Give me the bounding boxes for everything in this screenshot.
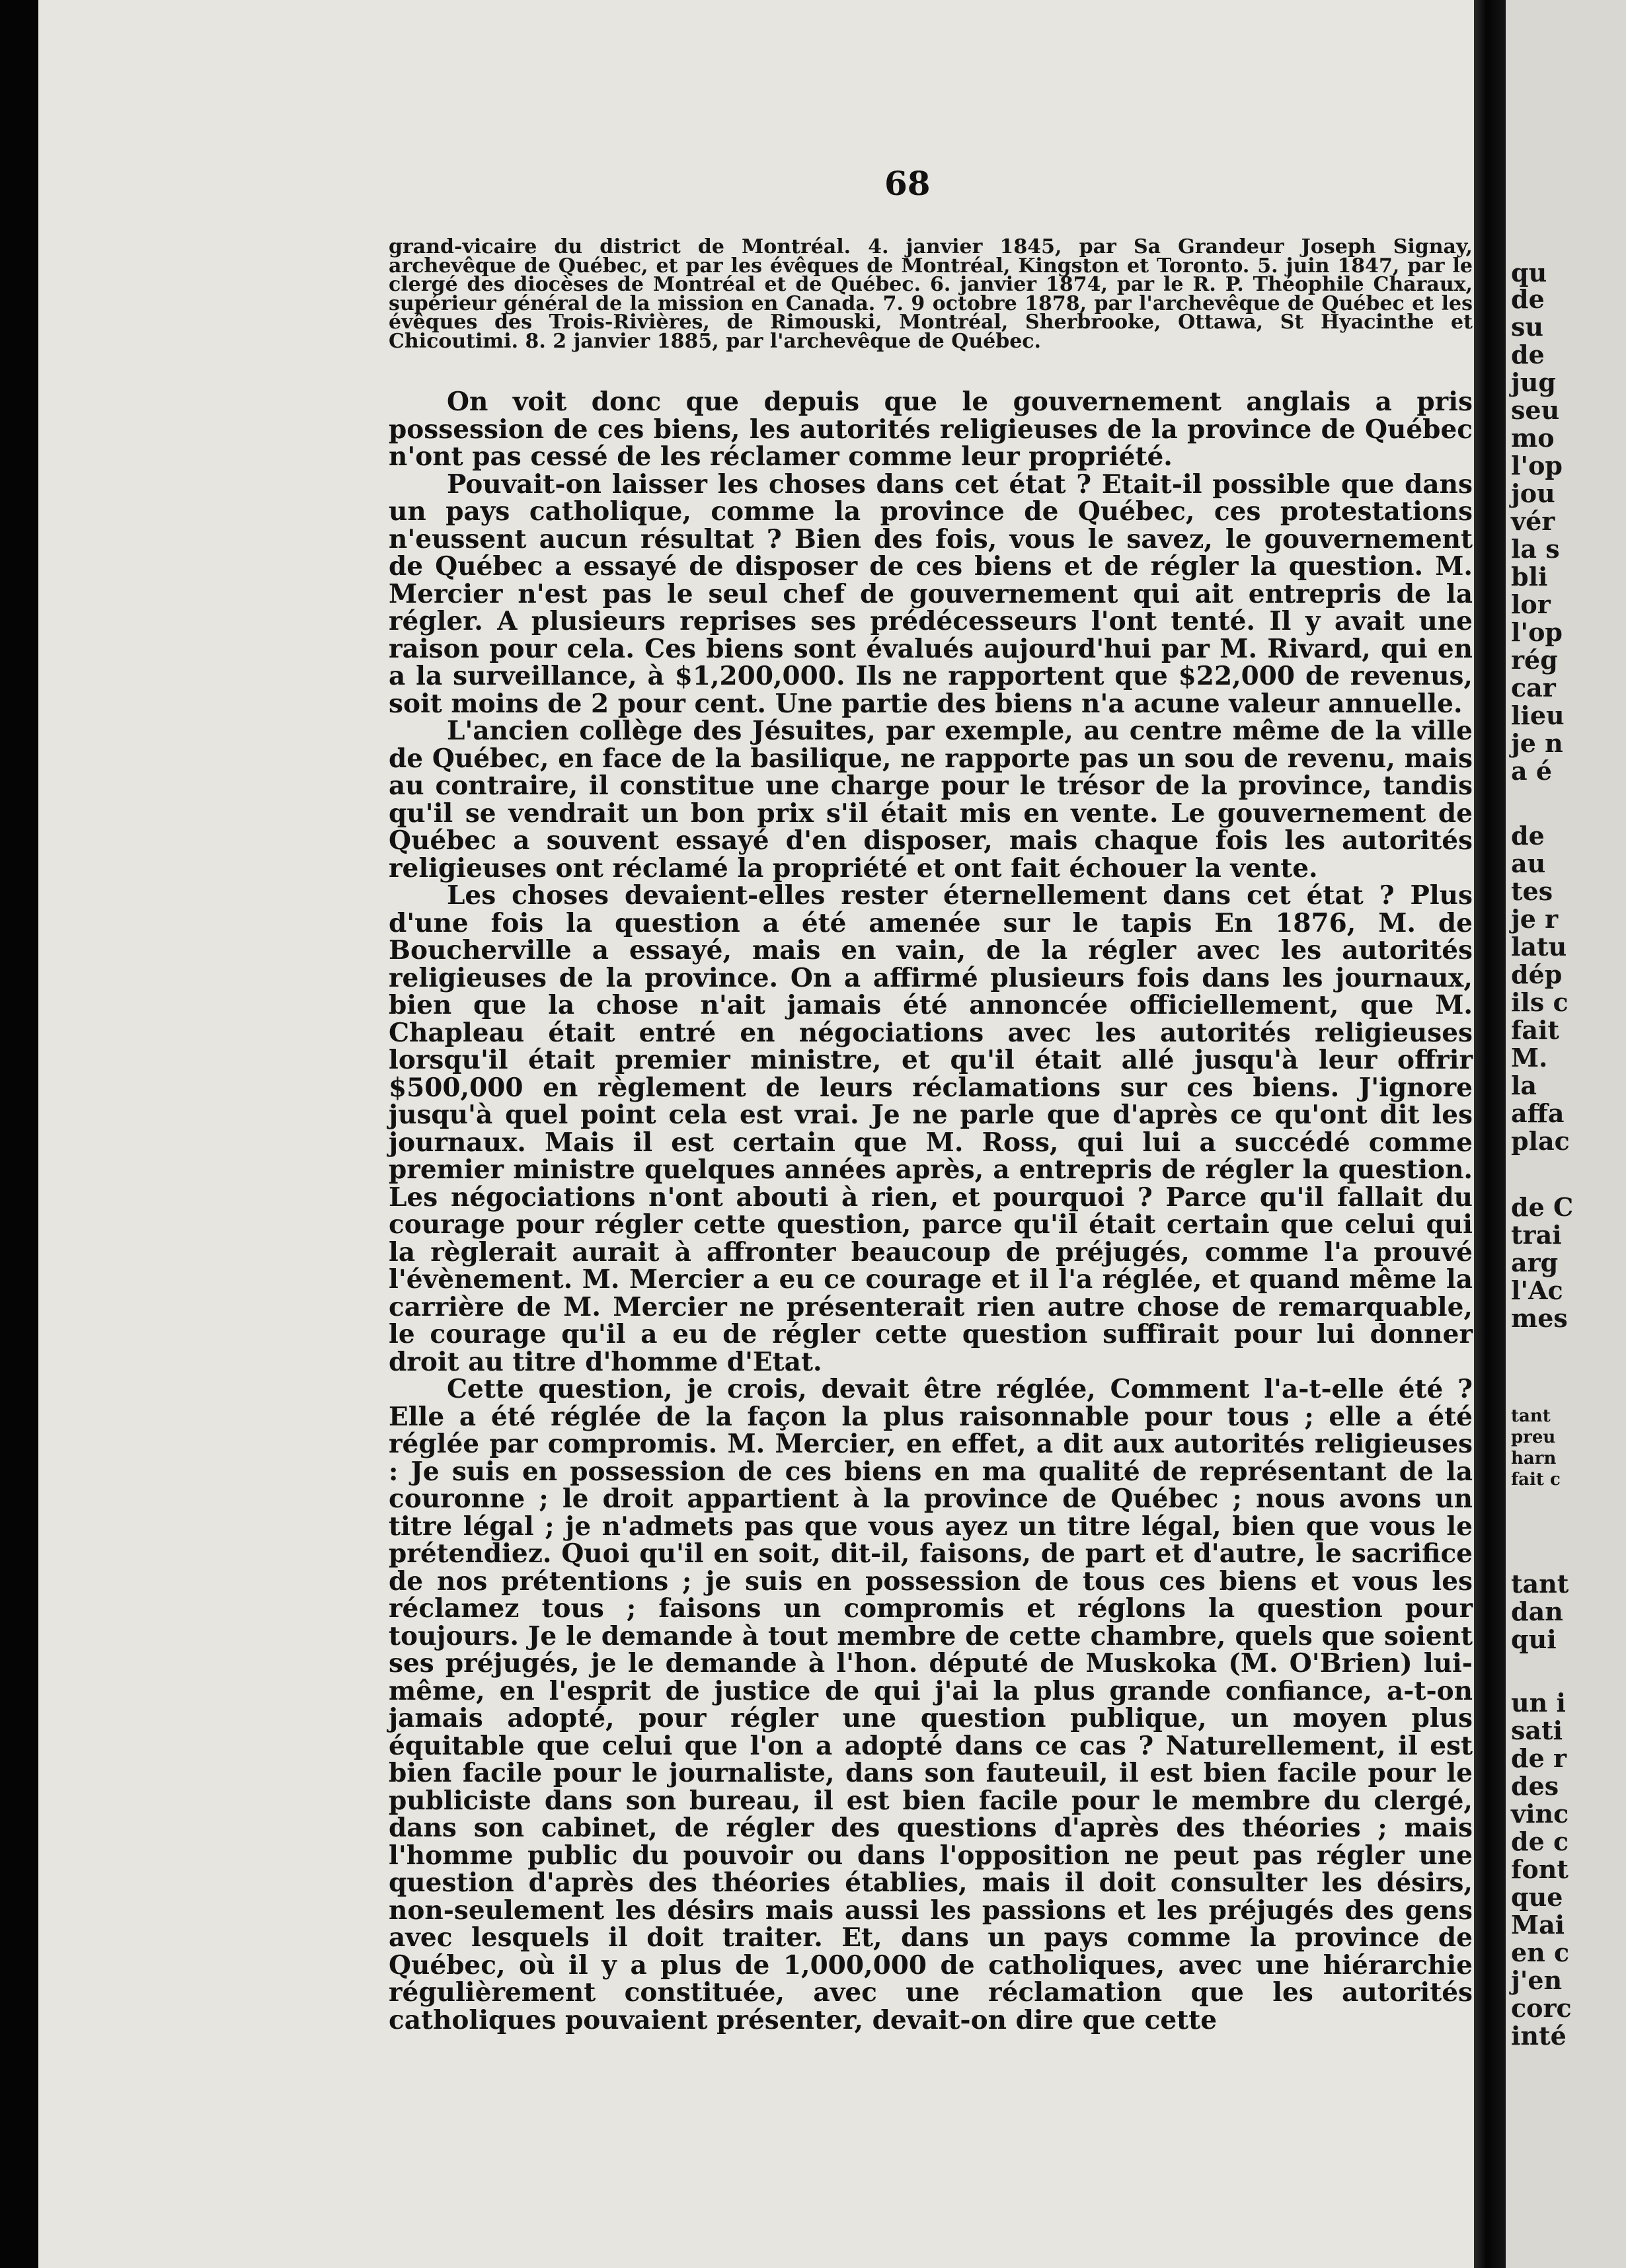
next-page-fragment: tant bbox=[1511, 1406, 1551, 1426]
next-page-fragment: vinc bbox=[1511, 1799, 1569, 1829]
next-page-fragment: en c bbox=[1511, 1938, 1570, 1967]
next-page-fragment: que bbox=[1511, 1882, 1563, 1912]
next-page-fragment: affa bbox=[1511, 1098, 1565, 1128]
next-page-fragment: su bbox=[1511, 312, 1544, 342]
next-page-fragment: arg bbox=[1511, 1248, 1559, 1277]
next-page-fragment: jou bbox=[1511, 478, 1555, 508]
next-page-fragment: l'op bbox=[1511, 617, 1563, 647]
paragraph: L'ancien collège des Jésuites, par exemple, au centre même de la ville de Québec, en face de la basilique, ne rapporte pas un sou de revenu, mais au contraire, il constitue une charge pour le trésor de la province, tandis qu'il se vendrait un bon prix s'il était mis en vente. Le gouvernement de Québec a souvent essayé d'en disposer, mais chaque fois les autorités religieuses ont réclamé la propriété et ont fait échouer la vente. bbox=[389, 716, 1473, 884]
next-page-fragment: sati bbox=[1511, 1716, 1563, 1745]
next-page-fragment: qu bbox=[1511, 258, 1547, 287]
next-page-fragment: car bbox=[1511, 673, 1556, 702]
next-page-fragment: dép bbox=[1511, 960, 1563, 989]
paragraph: Les choses devaient-elles rester éternellement dans cet état ? Plus d'une fois la question a été amenée sur le tapis En 1876, M. de Boucherville a essayé, mais en vain, de la régler avec les autorités religieuses de la province. On a affirmé plusieurs fois dans les journaux, bien que la chose n'ait jamais été annoncée officiellement, que M. Chapleau était entré en négociations avec les autorités religieuses lorsqu'il était premier ministre, et qu'il était allé jusqu'à leur offrir $500,000 en règlement de leurs réclamations sur ces biens. J'ignore jusqu'à quel point cela est vrai. Je ne parle que d'après ce qu'ont dit les journaux. Mais il est certain que M. Ross, qui lui a succédé comme premier ministre quelques années après, a entrepris de régler la question. Les négociations n'ont abouti à rien, et pourquoi ? Parce qu'il fallait du courage pour régler cette question, parce qu'il était certain que celui qui la règlerait aurait à affronter beaucoup de préjugés, comme l'a prouvé l'évènement. M. Mercier a eu ce courage et il l'a réglée, et quand même la carrière de M. Mercier ne présenterait rien autre chose de remarquable, le courage qu'il a eu de régler cette question suffirait pour lui donner droit au titre d'homme d'Etat. bbox=[389, 880, 1473, 1377]
next-page-fragment: inté bbox=[1511, 2021, 1567, 2051]
body-text bbox=[389, 389, 1473, 2034]
next-page-fragment: vér bbox=[1511, 506, 1555, 536]
next-page-fragment: de C bbox=[1511, 1192, 1574, 1222]
next-page-fragment: qui bbox=[1511, 1624, 1557, 1654]
next-page-fragment: de bbox=[1511, 821, 1545, 850]
next-page-fragment: ils c bbox=[1511, 987, 1568, 1017]
next-page-fragment: dan bbox=[1511, 1597, 1563, 1626]
next-page-fragment: corc bbox=[1511, 1993, 1572, 2023]
next-page-fragment: latu bbox=[1511, 932, 1567, 962]
book-page bbox=[38, 0, 1474, 2268]
next-page-fragment: de bbox=[1511, 284, 1545, 314]
next-page-edge bbox=[1506, 0, 1626, 2268]
next-page-fragment: jug bbox=[1511, 367, 1556, 397]
next-page-fragment: plac bbox=[1511, 1126, 1570, 1156]
paragraph: Pouvait-on laisser les choses dans cet état ? Etait-il possible que dans un pays catholique, comme la province de Québec, ces protestations n'eussent aucun résultat ? Bien des fois, vous le savez, le gouvernement de Québec a essayé de disposer de ces biens et de régler la question. M. Mercier n'est pas le seul chef de gouvernement qui ait entrepris de la régler. A plusieurs reprises ses prédécesseurs l'ont tenté. Il y avait une raison pour cela. Ces biens sont évalués aujourd'hui par M. Rivard, qui en a la surveillance, à $1,200,000. Ils ne rapportent que $22,000 de revenus, soit moins de 2 pour cent. Une partie des biens n'a acune valeur annuelle. bbox=[389, 469, 1473, 719]
paragraph: On voit donc que depuis que le gouvernement anglais a pris possession de ces biens, les autorités religieuses de la province de Québec n'ont pas cessé de les réclamer comme leur propriété. bbox=[389, 387, 1473, 472]
next-page-fragment: preu bbox=[1511, 1427, 1556, 1447]
next-page-fragment: trai bbox=[1511, 1220, 1562, 1250]
next-page-fragment: mo bbox=[1511, 423, 1555, 453]
next-page-fragment: rég bbox=[1511, 645, 1558, 675]
next-page-fragment: l'op bbox=[1511, 451, 1563, 480]
next-page-fragment: bli bbox=[1511, 562, 1548, 591]
next-page-fragment: a é bbox=[1511, 756, 1553, 786]
next-page-fragment: lieu bbox=[1511, 700, 1565, 730]
next-page-fragment: de r bbox=[1511, 1743, 1567, 1773]
next-page-fragment: seu bbox=[1511, 395, 1560, 425]
next-page-fragment: M. bbox=[1511, 1043, 1548, 1073]
next-page-fragment: j'en bbox=[1511, 1965, 1563, 1995]
next-page-fragment: au bbox=[1511, 849, 1546, 878]
next-page-fragment: je n bbox=[1511, 728, 1563, 758]
next-page-fragment: de c bbox=[1511, 1827, 1569, 1856]
next-page-fragment: fait c bbox=[1511, 1470, 1561, 1490]
book-gutter bbox=[1474, 0, 1506, 2268]
next-page-fragment: un i bbox=[1511, 1688, 1566, 1718]
next-page-fragment: Mai bbox=[1511, 1910, 1565, 1940]
next-page-fragment: lor bbox=[1511, 589, 1551, 619]
next-page-fragment: tant bbox=[1511, 1569, 1569, 1599]
page-number: 68 bbox=[884, 164, 931, 203]
next-page-fragment: je r bbox=[1511, 904, 1559, 934]
next-page-fragment: la bbox=[1511, 1071, 1537, 1100]
next-page-fragment: harn bbox=[1511, 1449, 1557, 1468]
next-page-fragment: fait bbox=[1511, 1015, 1559, 1045]
paragraph: Cette question, je crois, devait être réglée, Comment l'a-t-elle été ? Elle a été réglée de la façon la plus raisonnable pour tous ; elle a été réglée par compromis. M. Mercier, en effet, a dit aux autorités religieuses : Je suis en possession de ces biens en ma qualité de représentant de la couronne ; le droit appartient à la province de Québec ; nous avons un titre légal ; je n'admets pas que vous ayez un titre légal, bien que vous le prétendiez. Quoi qu'il en soit, dit-il, faisons, de part et d'autre, le sacrifice de nos prétentions ; je suis en possession de tous ces biens et vous les réclamez tous ; faisons un compromis et réglons la question pour toujours. Je le demande à tout membre de cette chambre, quels que soient ses préjugés, je le demande à l'hon. député de Muskoka (M. O'Brien) lui-même, en l'esprit de justice de qui j'ai la plus grande confiance, a-t-on jamais adopté, pour régler une question publique, un moyen plus équitable que celui que l'on a adopté dans ce cas ? Naturellement, il est bien facile pour le journaliste, dans son fauteuil, il est bien facile pour le publiciste dans son bureau, il est bien facile pour le membre du clergé, dans son cabinet, de régler des questions d'après des théories ; mais l'homme public du pouvoir ou dans l'opposition ne peut pas régler une question d'après des théories établies, mais il doit consulter les désirs, non-seulement les désirs mais aussi les passions et les préjugés des gens avec lesquels il doit traiter. Et, dans un pays comme la province de Québec, où il y a plus de 1,000,000 de catholiques, avec une hiérarchie régulièrement constituée, avec une réclamation que les autorités catholiques pouvaient présenter, devait-on dire que cette bbox=[389, 1374, 1473, 2035]
next-page-fragment: des bbox=[1511, 1771, 1559, 1801]
footnote: grand-vicaire du district de Montréal. 4. janvier 1845, par Sa Grandeur Joseph Signay, archevêque de Québec, et par les évêques de Montréal, Kingston et Toronto. 5. juin 1847, par le clergé des diocèses de Montréal et de Québec. 6. janvier 1874, par le R. P. Théophile Charaux, supérieur général de la mission en Canada. 7. 9 octobre 1878, par l'archevêque de Québec et les évêques des Trois-Rivières, de Rimouski, Montréal, Sherbrooke, Ottawa, St Hyacinthe et Chicoutimi. 8. 2 janvier 1885, par l'archevêque de Québec. bbox=[389, 235, 1473, 353]
next-page-fragment: de bbox=[1511, 340, 1545, 369]
next-page-fragment: l'Ac bbox=[1511, 1275, 1563, 1305]
next-page-fragment: la s bbox=[1511, 534, 1560, 564]
next-page-fragment: tes bbox=[1511, 876, 1553, 906]
next-page-fragment: mes bbox=[1511, 1303, 1568, 1333]
next-page-fragment: font bbox=[1511, 1854, 1568, 1884]
scan-left-edge bbox=[0, 0, 38, 2268]
